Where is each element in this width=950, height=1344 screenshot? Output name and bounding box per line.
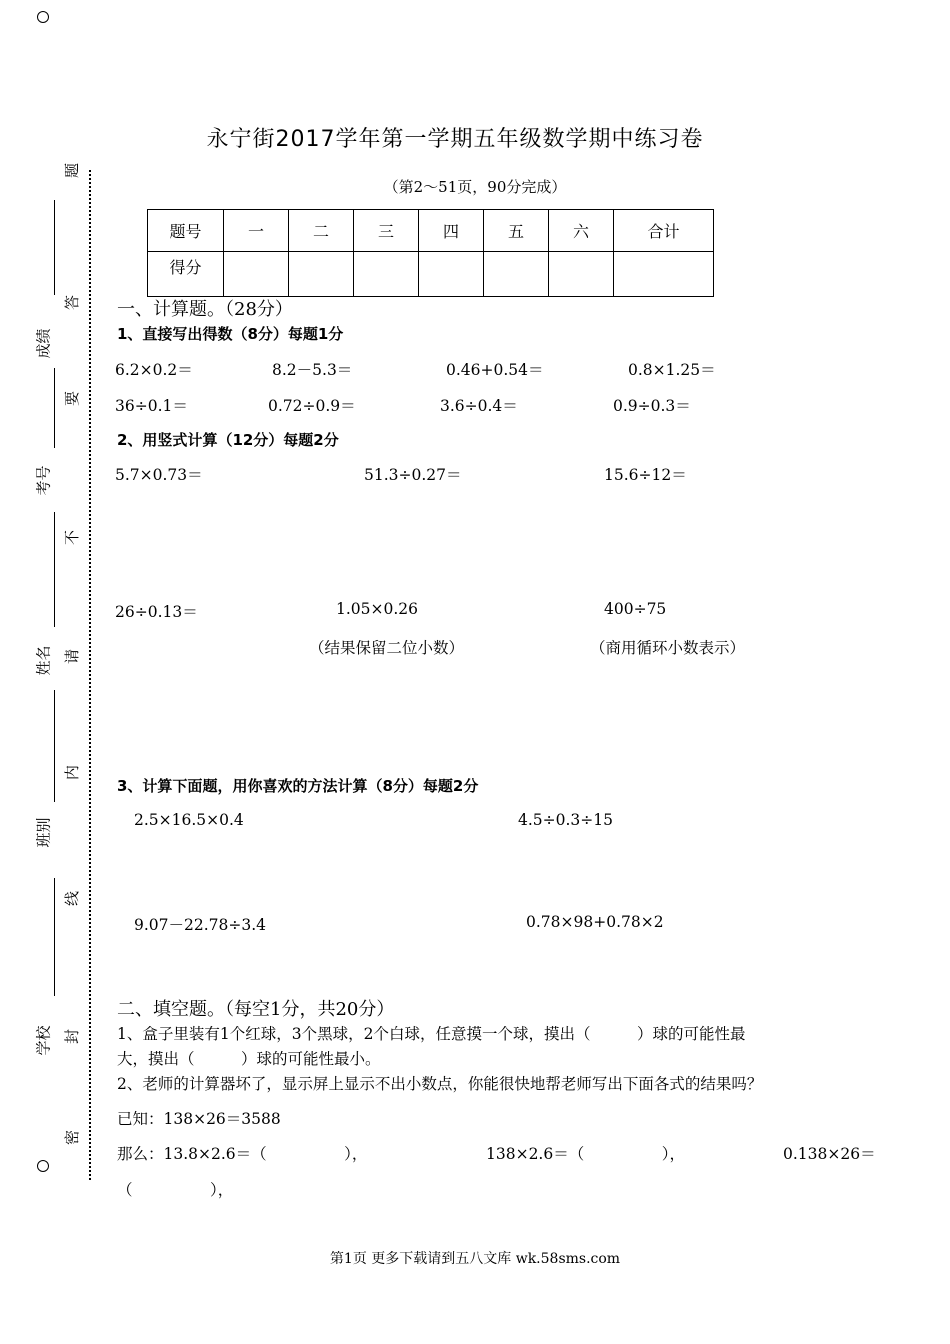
seal-char: 要 — [63, 390, 82, 407]
score-cell[interactable] — [419, 252, 484, 297]
seal-dotted-line — [89, 170, 91, 1180]
score-cell[interactable] — [484, 252, 549, 297]
question-item: 0.72÷0.9＝ — [268, 397, 356, 415]
table-header-cell: 三 — [354, 210, 419, 252]
question-item: 51.3÷0.27＝ — [364, 466, 462, 484]
punch-hole-top — [37, 11, 49, 23]
score-cell[interactable] — [224, 252, 289, 297]
score-cell[interactable] — [549, 252, 614, 297]
part2-title: 2、用竖式计算（12分）每题2分 — [117, 431, 339, 449]
fill-question-line: 1、盒子里装有1个红球，3个黑球，2个白球，任意摸一个球，摸出（ ）球的可能性最 — [117, 1025, 746, 1043]
fill-question-line: 大，摸出（ ）球的可能性最小。 — [117, 1050, 381, 1068]
table-header-cell: 合计 — [614, 210, 714, 252]
field-name: 姓名 — [34, 645, 53, 676]
question-item: 400÷75 — [604, 600, 667, 618]
row-label: 得分 — [148, 252, 224, 297]
field-line — [54, 512, 55, 627]
question-item: 8.2－5.3＝ — [272, 361, 353, 379]
question-item: 6.2×0.2＝ — [115, 361, 193, 379]
question-item: 2.5×16.5×0.4 — [134, 811, 244, 829]
known-equation: 已知：138×26＝3588 — [117, 1110, 281, 1128]
score-cell[interactable] — [289, 252, 354, 297]
fill-blank-item[interactable]: （ ）， — [117, 1181, 234, 1199]
score-cell[interactable] — [354, 252, 419, 297]
question-item: 4.5÷0.3÷15 — [518, 811, 613, 829]
field-score: 成绩 — [34, 328, 53, 359]
table-header-cell: 二 — [289, 210, 354, 252]
page-footer: 第1页 更多下载请到五八文库 wk.58sms.com — [329, 1251, 621, 1267]
table-header-cell: 五 — [484, 210, 549, 252]
fill-question-line: 2、老师的计算器坏了，显示屏上显示不出小数点，你能很快地帮老师写出下面各式的结果吗？ — [117, 1075, 763, 1093]
question-item: 26÷0.13＝ — [115, 603, 198, 621]
table-header-cell: 一 — [224, 210, 289, 252]
seal-char: 密 — [63, 1129, 82, 1146]
score-cell[interactable] — [614, 252, 714, 297]
table-header-cell: 四 — [419, 210, 484, 252]
question-item: 0.78×98+0.78×2 — [526, 913, 664, 931]
question-item: 36÷0.1＝ — [115, 397, 188, 415]
field-line — [54, 690, 55, 802]
question-item: 3.6÷0.4＝ — [440, 397, 518, 415]
seal-char: 不 — [63, 529, 82, 546]
seal-char: 内 — [63, 764, 82, 781]
question-item: 9.07－22.78÷3.4 — [134, 916, 267, 934]
punch-hole-bottom — [37, 1160, 49, 1172]
seal-char: 封 — [63, 1028, 82, 1045]
part3-title: 3、计算下面题，用你喜欢的方法计算（8分）每题2分 — [117, 777, 479, 795]
question-item: 1.05×0.26 — [336, 600, 419, 618]
question-note: （结果保留二位小数） — [309, 639, 465, 657]
question-item: 15.6÷12＝ — [604, 466, 687, 484]
question-item: 0.9÷0.3＝ — [613, 397, 691, 415]
field-exam-number: 考号 — [34, 465, 53, 496]
section2-heading: 二、填空题。（每空1分，共20分） — [117, 999, 395, 1020]
part1-title: 1、直接写出得数（8分）每题1分 — [117, 325, 344, 343]
field-line — [54, 368, 55, 448]
table-header-row — [148, 210, 714, 252]
table-row — [148, 252, 714, 297]
table-header-cell: 六 — [549, 210, 614, 252]
field-class: 班别 — [34, 817, 53, 848]
field-line — [54, 200, 55, 295]
page-title: 永宁街2017学年第一学期五年级数学期中练习卷 — [206, 127, 704, 152]
seal-char: 线 — [63, 890, 82, 907]
question-item: 5.7×0.73＝ — [115, 466, 203, 484]
fill-blank-item[interactable]: 138×2.6＝（ ）， — [486, 1145, 685, 1163]
seal-char: 请 — [63, 648, 82, 665]
score-table — [147, 209, 714, 297]
seal-char: 题 — [63, 162, 82, 179]
section1-heading: 一、计算题。（28分） — [117, 299, 293, 320]
field-school: 学校 — [34, 1025, 53, 1056]
question-note: （商用循环小数表示） — [590, 639, 746, 657]
table-header-cell: 题号 — [148, 210, 224, 252]
field-line — [54, 878, 55, 996]
page-subtitle: （第2～51页，90分完成） — [383, 178, 567, 196]
fill-blank-item[interactable]: 那么：13.8×2.6＝（ ）， — [117, 1145, 368, 1163]
fill-blank-item[interactable]: 0.138×26＝ — [783, 1145, 876, 1163]
question-item: 0.8×1.25＝ — [628, 361, 716, 379]
question-item: 0.46+0.54＝ — [446, 361, 544, 379]
seal-char: 答 — [63, 294, 82, 311]
